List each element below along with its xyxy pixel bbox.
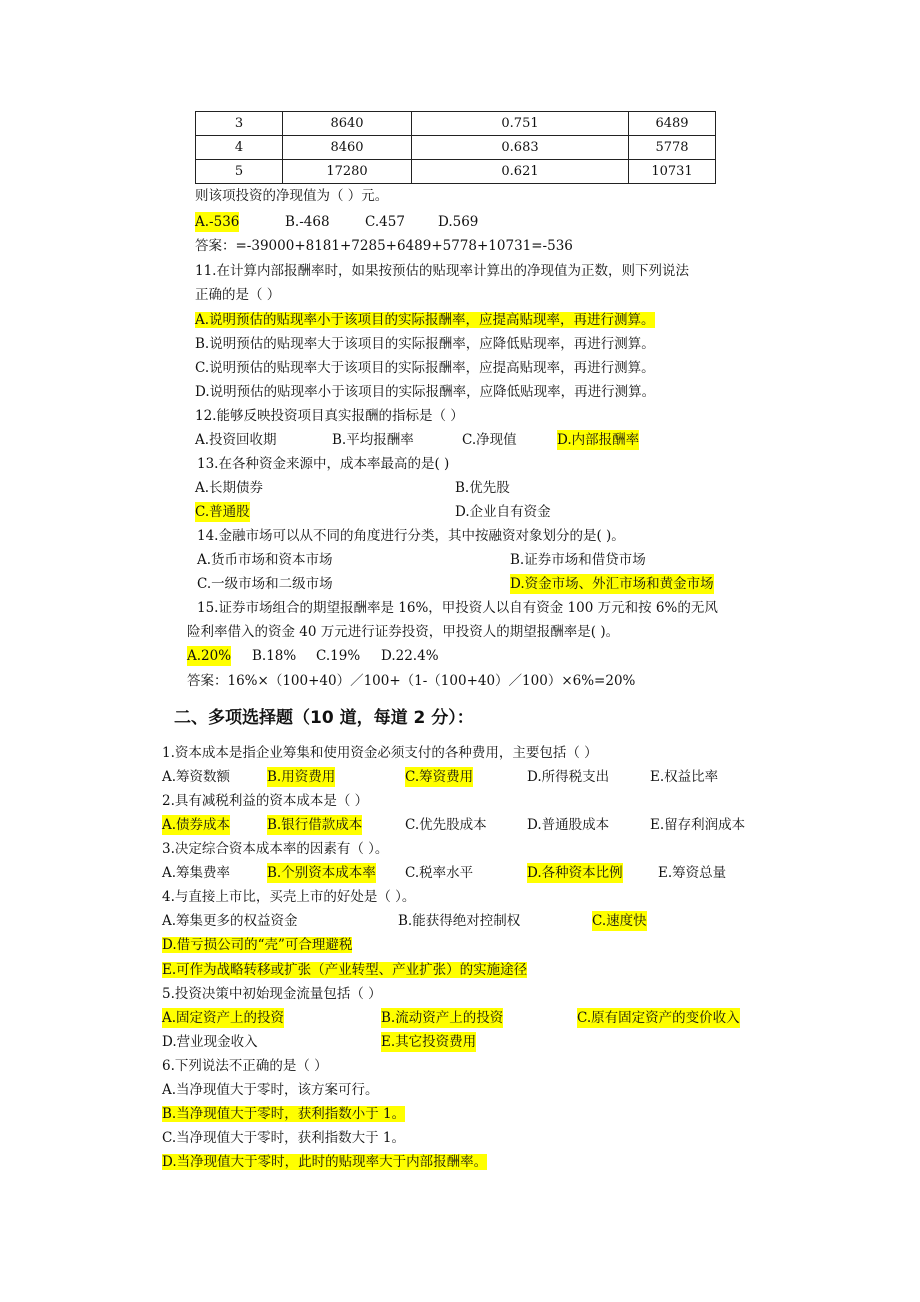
q12-option-b: B.平均报酬率 [332, 432, 414, 448]
q15-stem-line1: 15.证券市场组合的期望报酬率是 16%，甲投资人以自有资金 100 万元和按 6%的无风 [197, 600, 718, 616]
q13-stem: 13.在各种资金来源中，成本率最高的是( ) [197, 456, 450, 472]
table-row [196, 112, 716, 136]
q15-answer: 答案：16%×（100+40）／100+（1-（100+40）／100）×6%=20% [187, 673, 636, 689]
q15-option-d: D.22.4% [381, 648, 439, 664]
q12-option-a: A.投资回收期 [195, 432, 277, 448]
m6-option-c: C.当净现值大于零时，获利指数大于 1。 [162, 1130, 406, 1146]
m2-option-c: C.优先股成本 [405, 817, 487, 833]
cashflow-table [195, 111, 716, 184]
m5-stem: 5.投资决策中初始现金流量包括（ ） [162, 986, 382, 1002]
m2-option-e: E.留存利润成本 [650, 817, 746, 833]
q13-option-b: B.优先股 [455, 480, 510, 496]
table-cell: 6489 [629, 112, 716, 136]
table-cell: 8460 [283, 136, 412, 160]
q13-option-a: A.长期债券 [195, 480, 264, 496]
q14-option-c: C.一级市场和二级市场 [197, 576, 333, 592]
table-cell: 0.751 [412, 112, 629, 136]
q15-option-a: A.20% [187, 648, 232, 664]
q14-option-a: A.货币市场和资本市场 [197, 552, 333, 568]
q10-option-d: D.569 [438, 214, 479, 230]
m3-option-d: D.各种资本比例 [527, 865, 623, 881]
m3-option-a: A.筹集费率 [162, 865, 231, 881]
q15-option-c: C.19% [316, 648, 361, 664]
m1-option-c: C.筹资费用 [405, 769, 474, 785]
m4-option-c: C.速度快 [592, 913, 647, 929]
m4-option-d: D.借亏损公司的“壳”可合理避税 [162, 937, 353, 953]
m2-option-d: D.普通股成本 [527, 817, 610, 833]
m6-option-d: D.当净现值大于零时，此时的贴现率大于内部报酬率。 [162, 1154, 488, 1170]
m1-option-b: B.用资费用 [267, 769, 336, 785]
q11-option-b: B.说明预估的贴现率大于该项目的实际报酬率，应降低贴现率，再进行测算。 [195, 336, 655, 352]
q10-answer: 答案：=-39000+8181+7285+6489+5778+10731=-536 [195, 238, 573, 254]
q14-stem: 14.金融市场可以从不同的角度进行分类，其中按融资对象划分的是( )。 [197, 528, 625, 544]
table-cell: 3 [196, 112, 283, 136]
q13-option-c: C.普通股 [195, 504, 250, 520]
q10-option-a: A.-536 [195, 214, 240, 230]
table-cell: 0.621 [412, 160, 629, 184]
table-cell: 10731 [629, 160, 716, 184]
table-row [196, 160, 716, 184]
q11-option-d: D.说明预估的贴现率小于该项目的实际报酬率，应降低贴现率，再进行测算。 [195, 384, 656, 400]
m3-stem: 3.决定综合资本成本率的因素有（ ）。 [162, 841, 389, 857]
q11-option-c: C.说明预估的贴现率大于该项目的实际报酬率，应提高贴现率，再进行测算。 [195, 360, 655, 376]
q11-stem-line1: 11.在计算内部报酬率时，如果按预估的贴现率计算出的净现值为正数，则下列说法 [195, 263, 689, 279]
table-cell: 8640 [283, 112, 412, 136]
m6-option-b: B.当净现值大于零时，获利指数小于 1。 [162, 1106, 406, 1122]
m6-option-a: A.当净现值大于零时，该方案可行。 [162, 1082, 379, 1098]
m3-option-e: E.筹资总量 [658, 865, 727, 881]
m2-stem: 2.具有减税利益的资本成本是（ ） [162, 793, 369, 809]
m6-stem: 6.下列说法不正确的是（ ） [162, 1058, 328, 1074]
q12-option-d: D.内部报酬率 [557, 432, 640, 448]
q13-option-d: D.企业自有资金 [455, 504, 551, 520]
m5-option-d: D.营业现金收入 [162, 1034, 258, 1050]
table-cell: 4 [196, 136, 283, 160]
q14-option-d: D.资金市场、外汇市场和黄金市场 [510, 576, 714, 592]
table-row [196, 136, 716, 160]
table-cell: 5 [196, 160, 283, 184]
q10-option-c: C.457 [365, 214, 405, 230]
m1-option-d: D.所得税支出 [527, 769, 610, 785]
q12-option-c: C.净现值 [462, 432, 517, 448]
m1-option-e: E.权益比率 [650, 769, 719, 785]
m4-option-b: B.能获得绝对控制权 [398, 913, 521, 929]
q14-option-b: B.证券市场和借贷市场 [510, 552, 646, 568]
table-cell: 17280 [283, 160, 412, 184]
m3-option-c: C.税率水平 [405, 865, 474, 881]
m5-option-a: A.固定资产上的投资 [162, 1010, 285, 1026]
m1-stem: 1.资本成本是指企业筹集和使用资金必须支付的各种费用，主要包括（ ） [162, 745, 598, 761]
m2-option-b: B.银行借款成本 [267, 817, 363, 833]
m5-option-e: E.其它投资费用 [381, 1034, 477, 1050]
q10-stem: 则该项投资的净现值为（ ）元。 [195, 188, 389, 204]
m5-option-b: B.流动资产上的投资 [381, 1010, 504, 1026]
section-heading: 二、多项选择题（10 道，每道 2 分）： [174, 708, 474, 728]
table-cell: 5778 [629, 136, 716, 160]
q15-option-b: B.18% [252, 648, 297, 664]
q12-stem: 12.能够反映投资项目真实报酬的指标是（ ） [195, 408, 464, 424]
m5-option-c: C.原有固定资产的变价收入 [577, 1010, 740, 1026]
m2-option-a: A.债券成本 [162, 817, 231, 833]
q11-stem-line2: 正确的是（ ） [195, 287, 281, 303]
m1-option-a: A.筹资数额 [162, 769, 231, 785]
q11-option-a: A.说明预估的贴现率小于该项目的实际报酬率，应提高贴现率，再进行测算。 [195, 312, 655, 328]
m4-option-a: A.筹集更多的权益资金 [162, 913, 298, 929]
table-cell: 0.683 [412, 136, 629, 160]
q10-option-b: B.-468 [285, 214, 330, 230]
m4-stem: 4.与直接上市比，买壳上市的好处是（ ）。 [162, 889, 416, 905]
q15-stem-line2: 险利率借入的资金 40 万元进行证券投资，甲投资人的期望报酬率是( )。 [187, 624, 620, 640]
m3-option-b: B.个别资本成本率 [267, 865, 376, 881]
m4-option-e: E.可作为战略转移或扩张（产业转型、产业扩张）的实施途径 [162, 962, 528, 978]
